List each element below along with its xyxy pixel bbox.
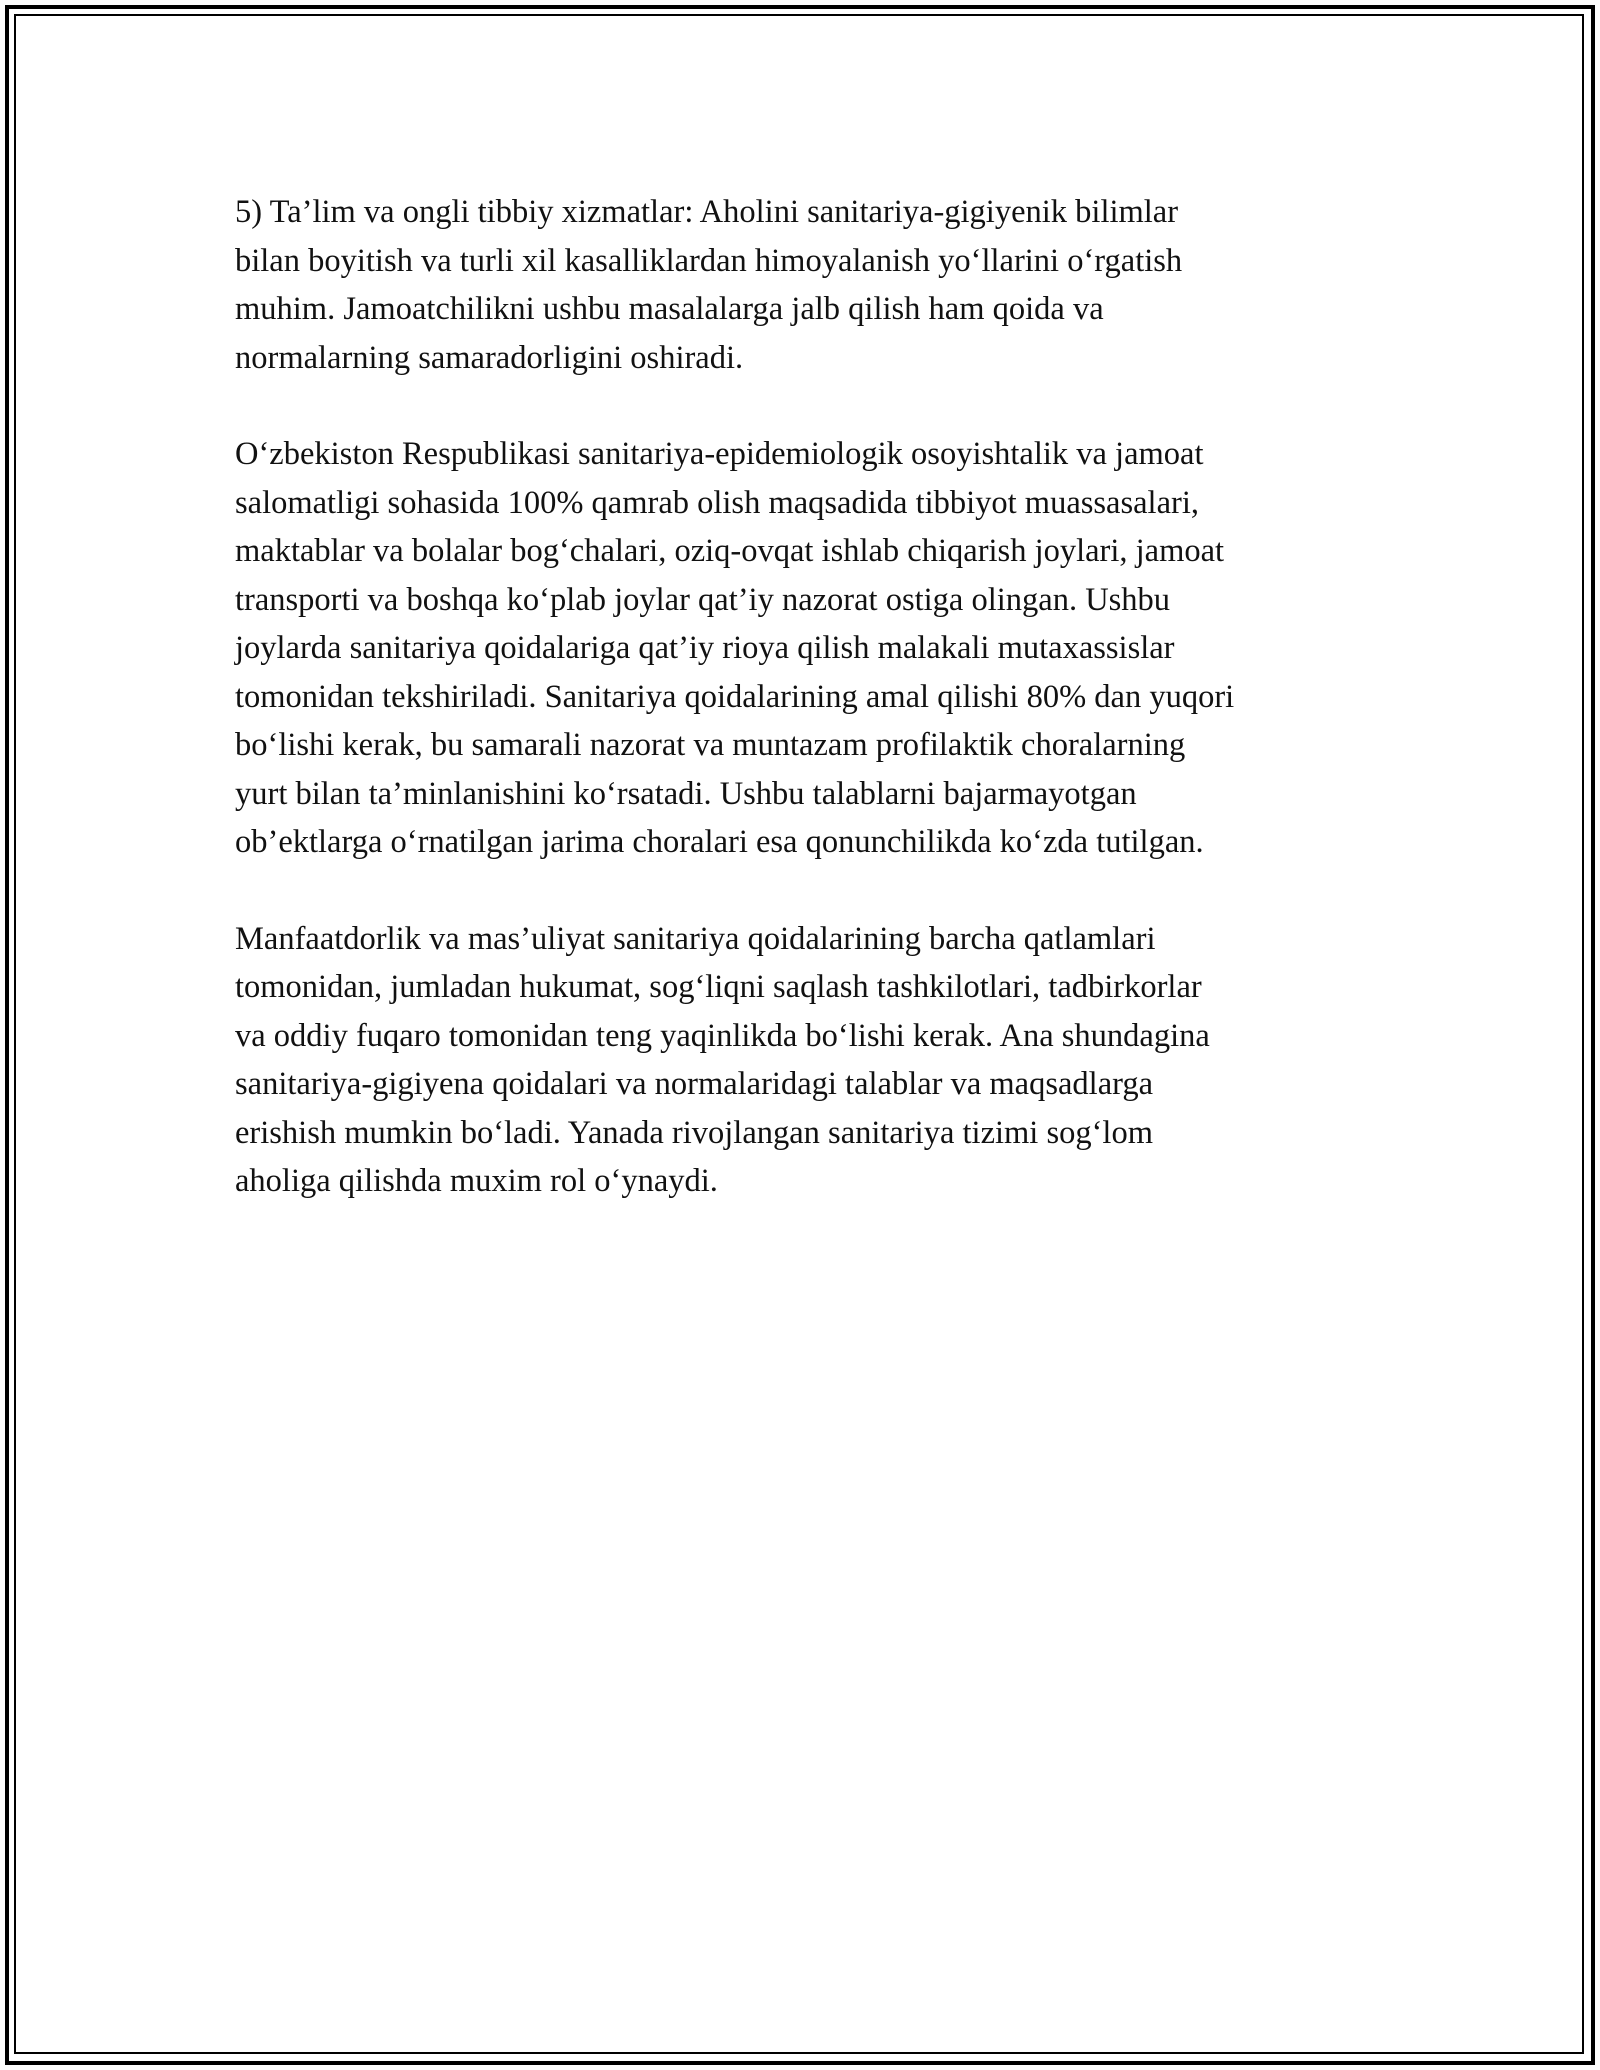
text-line: salomatligi sohasida 100% qamrab olish maqsadida tibbiyot muassasalari, [235, 484, 1199, 521]
text-line: O‘zbekiston Respublikasi sanitariya-epidemiologik osoyishtalik va jamoat [235, 436, 1204, 472]
text-line: ob’ektlarga o‘rnatilgan jarima choralari esa qonunchilikda ko‘zda tutilgan. [235, 824, 1204, 860]
text-line: maktablar va bolalar bog‘chalari, oziq-ovqat ishlab chiqarish joylari, jamoat [235, 533, 1225, 569]
paragraph-education [235, 188, 1370, 382]
text-line: erishish mumkin bo‘ladi. Yanada rivojlangan sanitariya tizimi sog‘lom [235, 1114, 1153, 1151]
text-line: va oddiy fuqaro tomonidan teng yaqinlikda bo‘lishi kerak. Ana shundagina [235, 1017, 1210, 1054]
text-line: bilan boyitish va turli xil kasalliklardan himoyalanish yo‘llarini o‘rgatish [235, 242, 1183, 279]
text-line: tomonidan tekshiriladi. Sanitariya qoidalarining amal qilishi 80% dan yuqori [235, 678, 1235, 715]
text-line: muhim. Jamoatchilikni ushbu masalalarga jalb qilish ham qoida va [235, 291, 1104, 327]
paragraph-responsibility [235, 915, 1370, 1206]
text-line: aholiga qilishda muxim rol o‘ynaydi. [235, 1163, 718, 1199]
text-line: normalarning samaradorligini oshiradi. [235, 339, 744, 376]
text-line: Manfaatdorlik va mas’uliyat sanitariya qoidalarining barcha qatlamlari [235, 920, 1156, 957]
text-line: transporti va boshqa ko‘plab joylar qat’iy nazorat ostiga olingan. Ushbu [235, 581, 1171, 618]
text-line: bo‘lishi kerak, bu samarali nazorat va muntazam profilaktik choralarning [235, 727, 1186, 763]
text-line: yurt bilan ta’minlanishini ko‘rsatadi. Ushbu talablarni bajarmayotgan [235, 775, 1137, 812]
paragraph-control [235, 430, 1370, 867]
document-body [235, 188, 1370, 1254]
text-line: 5) Ta’lim va ongli tibbiy xizmatlar: Aholini sanitariya-gigiyenik bilimlar [235, 194, 1179, 230]
text-line: joylarda sanitariya qoidalariga qat’iy rioya qilish malakali mutaxassislar [235, 630, 1175, 666]
text-line: sanitariya-gigiyena qoidalari va normalaridagi talablar va maqsadlarga [235, 1066, 1154, 1102]
text-line: tomonidan, jumladan hukumat, sog‘liqni saqlash tashkilotlari, tadbirkorlar [235, 969, 1202, 1005]
